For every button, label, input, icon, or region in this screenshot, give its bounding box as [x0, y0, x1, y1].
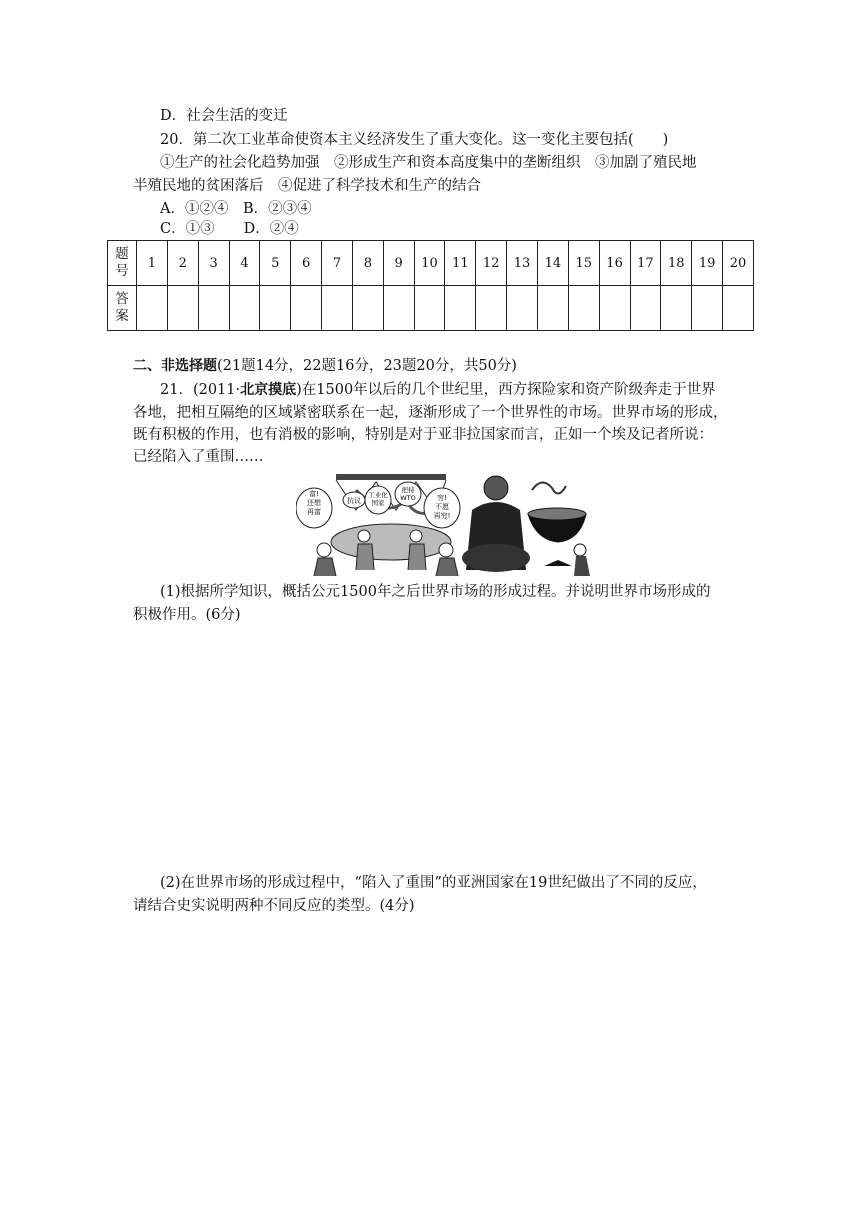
- table-cell-number: 11: [445, 241, 476, 286]
- bubble-poor: 穷!不愿再穷!: [433, 494, 451, 520]
- answer-cell[interactable]: [661, 286, 692, 331]
- answer-cell[interactable]: [383, 286, 414, 331]
- table-cell-number: 16: [599, 241, 630, 286]
- sub-question-1-line2: 积极作用。(6分): [133, 607, 241, 623]
- answer-cell[interactable]: [414, 286, 445, 331]
- bubble-rich-text: 富！还想再富: [296, 470, 302, 471]
- answer-cell[interactable]: [198, 286, 229, 331]
- table-cell-number: 3: [198, 241, 229, 286]
- bubble-protest: 抗议: [347, 497, 361, 505]
- answer-cell[interactable]: [692, 286, 723, 331]
- table-cell-number: 8: [352, 241, 383, 286]
- bubble-industrial-text: 工业化国家: [378, 470, 383, 471]
- answer-cell[interactable]: [537, 286, 568, 331]
- question-21-number: 21．(2011·: [160, 382, 241, 398]
- answer-cell[interactable]: [291, 286, 322, 331]
- answer-cell[interactable]: [352, 286, 383, 331]
- answer-cell[interactable]: [260, 286, 291, 331]
- table-header-answer: 答 案: [108, 286, 137, 331]
- section-2-heading: [133, 356, 517, 376]
- answer-table: [107, 240, 754, 331]
- question-20-stem: 20．第二次工业革命使资本主义经济发生了重大变化。这一变化主要包括( ): [160, 132, 669, 148]
- bubble-industrial: 工业化国家: [368, 491, 388, 507]
- cartoon-right-panel: [462, 470, 598, 576]
- sub-question-2-line1: (2)在世界市场的形成过程中，“陷入了重围”的亚洲国家在19世纪做出了不同的反应，: [160, 875, 707, 891]
- table-row-numbers: [108, 241, 754, 286]
- answer-cell[interactable]: [599, 286, 630, 331]
- question-21-line2: 各地，把相互隔绝的区域紧密联系在一起，逐渐形成了一个世界性的市场。世界市场的形成，: [133, 405, 728, 421]
- table-cell-number: 10: [414, 241, 445, 286]
- table-cell-number: 12: [476, 241, 507, 286]
- table-header-number: 题 号: [108, 241, 137, 286]
- sub-question-2-line2: 请结合史实说明两种不同反应的类型。(4分): [133, 898, 415, 914]
- table-cell-number: 20: [723, 241, 754, 286]
- question-20-items-line1: ①生产的社会化趋势加强 ②形成生产和资本高度集中的垄断组织 ③加剧了殖民地: [160, 155, 697, 171]
- table-cell-number: 19: [692, 241, 723, 286]
- answer-cell[interactable]: [476, 286, 507, 331]
- table-cell-number: 9: [383, 241, 414, 286]
- answer-cell[interactable]: [507, 286, 538, 331]
- section-2-title: 二、非选择题: [133, 358, 217, 374]
- bubble-wto-text: 把持WTO: [408, 470, 413, 471]
- answer-cell[interactable]: [137, 286, 168, 331]
- question-20-options-ab: A．①②④ B．②③④: [160, 201, 312, 217]
- answer-cell[interactable]: [229, 286, 260, 331]
- table-cell-number: 18: [661, 241, 692, 286]
- question-20-options-cd: C．①③ D．②④: [160, 221, 299, 237]
- answer-cell[interactable]: [167, 286, 198, 331]
- question-20-items-line2: 半殖民地的贫困落后 ④促进了科学技术和生产的结合: [133, 178, 481, 194]
- question-21-line4: 已经陷入了重围……: [133, 449, 264, 465]
- cartoon-left-panel: [296, 470, 460, 576]
- bubble-rich: 富!还想再富: [307, 490, 321, 516]
- bubble-wto: 把持 WTO: [400, 486, 416, 502]
- question-21-text: )在1500年以后的几个世纪里，西方探险家和资产阶级奔走于世界: [296, 382, 716, 398]
- answer-cell[interactable]: [322, 286, 353, 331]
- question-21-line3: 既有积极的作用，也有消极的影响，特别是对于亚非拉国家而言，正如一个埃及记者所说：: [133, 427, 713, 443]
- section-2-scoring: (21题14分，22题16分，23题20分，共50分): [217, 358, 517, 374]
- table-row-answers: [108, 286, 754, 331]
- answer-cell[interactable]: [568, 286, 599, 331]
- table-cell-number: 14: [537, 241, 568, 286]
- table-cell-number: 7: [322, 241, 353, 286]
- sub-question-1-line1: (1)根据所学知识，概括公元1500年之后世界市场的形成过程。并说明世界市场形成的: [160, 584, 711, 600]
- table-cell-number: 2: [167, 241, 198, 286]
- table-cell-number: 17: [630, 241, 661, 286]
- cartoon-illustration: [296, 470, 598, 576]
- table-cell-number: 13: [507, 241, 538, 286]
- table-cell-number: 6: [291, 241, 322, 286]
- table-cell-number: 5: [260, 241, 291, 286]
- table-cell-number: 15: [568, 241, 599, 286]
- bubble-poor-text: 穷！不愿再穷！: [442, 470, 449, 471]
- table-cell-number: 4: [229, 241, 260, 286]
- answer-cell[interactable]: [723, 286, 754, 331]
- table-cell-number: 1: [137, 241, 168, 286]
- answer-cell[interactable]: [630, 286, 661, 331]
- question-21-line1: [160, 380, 716, 400]
- option-d-q19: D．社会生活的变迁: [160, 108, 288, 124]
- answer-cell[interactable]: [445, 286, 476, 331]
- question-21-source: 北京摸底: [240, 382, 297, 398]
